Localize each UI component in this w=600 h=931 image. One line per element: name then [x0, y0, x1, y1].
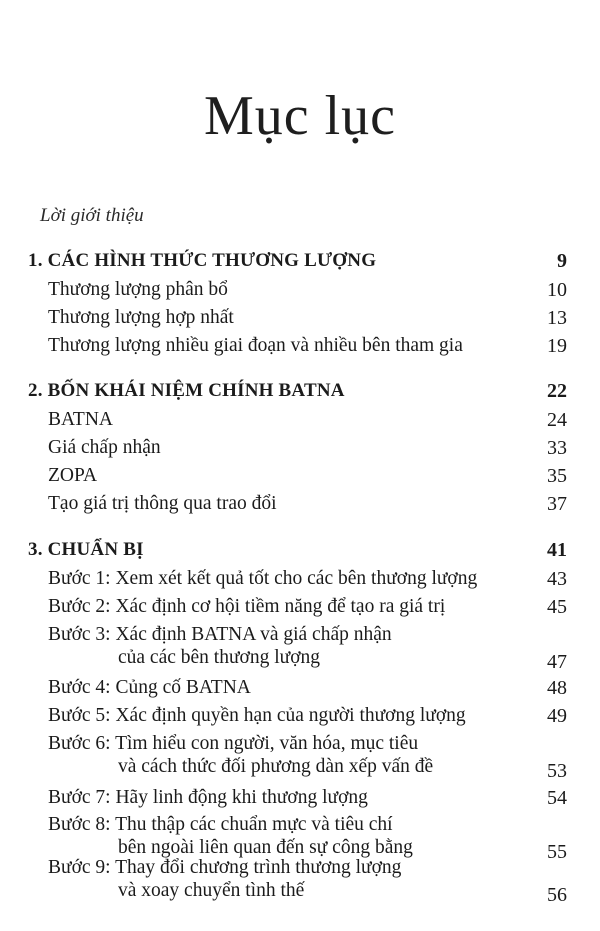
toc-item	[0, 733, 600, 782]
item-page: 13	[547, 307, 567, 329]
item-title: Bước 6: Tìm hiểu con người, văn hóa, mục tiêu	[48, 733, 419, 754]
item-title: Tạo giá trị thông qua trao đổi	[48, 493, 277, 514]
toc-item	[0, 857, 600, 906]
toc-chapter-3	[0, 539, 600, 565]
item-title: Bước 7: Hãy linh động khi thương lượng	[48, 787, 368, 808]
item-page: 55	[547, 841, 567, 863]
item-title: BATNA	[48, 409, 114, 430]
item-page: 56	[547, 884, 567, 906]
item-title: Giá chấp nhận	[48, 437, 161, 458]
toc-item	[0, 705, 600, 731]
toc-item	[0, 596, 600, 622]
item-title-continued: và cách thức đối phương dàn xếp vấn đề	[118, 756, 434, 777]
toc-item	[0, 677, 600, 703]
page-title: Mục lục	[203, 85, 397, 147]
item-title: Bước 2: Xác định cơ hội tiềm năng để tạo ra giá trị	[48, 596, 446, 617]
toc-item	[0, 787, 600, 813]
item-title-continued: bên ngoài liên quan đến sự công bằng	[118, 837, 413, 858]
toc-chapter-2	[0, 380, 600, 406]
chapter-title: 1. CÁC HÌNH THỨC THƯƠNG LƯỢNG	[28, 250, 377, 271]
item-title: Thương lượng phân bổ	[48, 279, 228, 300]
item-title: Bước 4: Củng cố BATNA	[48, 677, 251, 698]
item-page: 19	[547, 335, 567, 357]
item-title-continued: của các bên thương lượng	[118, 647, 321, 668]
item-title: ZOPA	[48, 465, 98, 486]
item-page: 47	[547, 651, 567, 673]
item-title: Bước 3: Xác định BATNA và giá chấp nhận	[48, 624, 392, 645]
item-page: 35	[547, 465, 567, 487]
chapter-title: 3. CHUẨN BỊ	[28, 539, 144, 560]
item-page: 54	[547, 787, 567, 809]
item-page: 43	[547, 568, 567, 590]
item-page: 37	[547, 493, 567, 515]
toc-item	[0, 624, 600, 673]
toc-chapter-1	[0, 250, 600, 276]
item-page: 45	[547, 596, 567, 618]
toc-item	[0, 307, 600, 333]
chapter-page: 9	[557, 250, 567, 272]
intro-entry: Lời giới thiệu	[40, 205, 144, 226]
item-title: Thương lượng hợp nhất	[48, 307, 234, 328]
item-title: Bước 5: Xác định quyền hạn của người thương lượng	[48, 705, 466, 726]
chapter-title: 2. BỐN KHÁI NIỆM CHÍNH BATNA	[28, 380, 345, 401]
chapter-page: 22	[547, 380, 567, 402]
toc-item	[0, 437, 600, 463]
toc-item	[0, 465, 600, 491]
item-page: 33	[547, 437, 567, 459]
item-title: Bước 8: Thu thập các chuẩn mực và tiêu chí	[48, 814, 393, 835]
toc-item	[0, 335, 600, 361]
toc-item	[0, 493, 600, 519]
item-page: 48	[547, 677, 567, 699]
toc-item	[0, 568, 600, 594]
item-title: Thương lượng nhiều giai đoạn và nhiều bên tham gia	[48, 335, 463, 356]
toc-item	[0, 409, 600, 435]
item-title: Bước 1: Xem xét kết quả tốt cho các bên thương lượng	[48, 568, 478, 589]
item-page: 10	[547, 279, 567, 301]
item-page: 49	[547, 705, 567, 727]
chapter-page: 41	[547, 539, 567, 561]
item-page: 53	[547, 760, 567, 782]
item-title: Bước 9: Thay đổi chương trình thương lượng	[48, 857, 402, 878]
toc-item	[0, 279, 600, 305]
toc-item	[0, 814, 600, 863]
item-page: 24	[547, 409, 567, 431]
item-title-continued: và xoay chuyển tình thế	[118, 880, 305, 901]
